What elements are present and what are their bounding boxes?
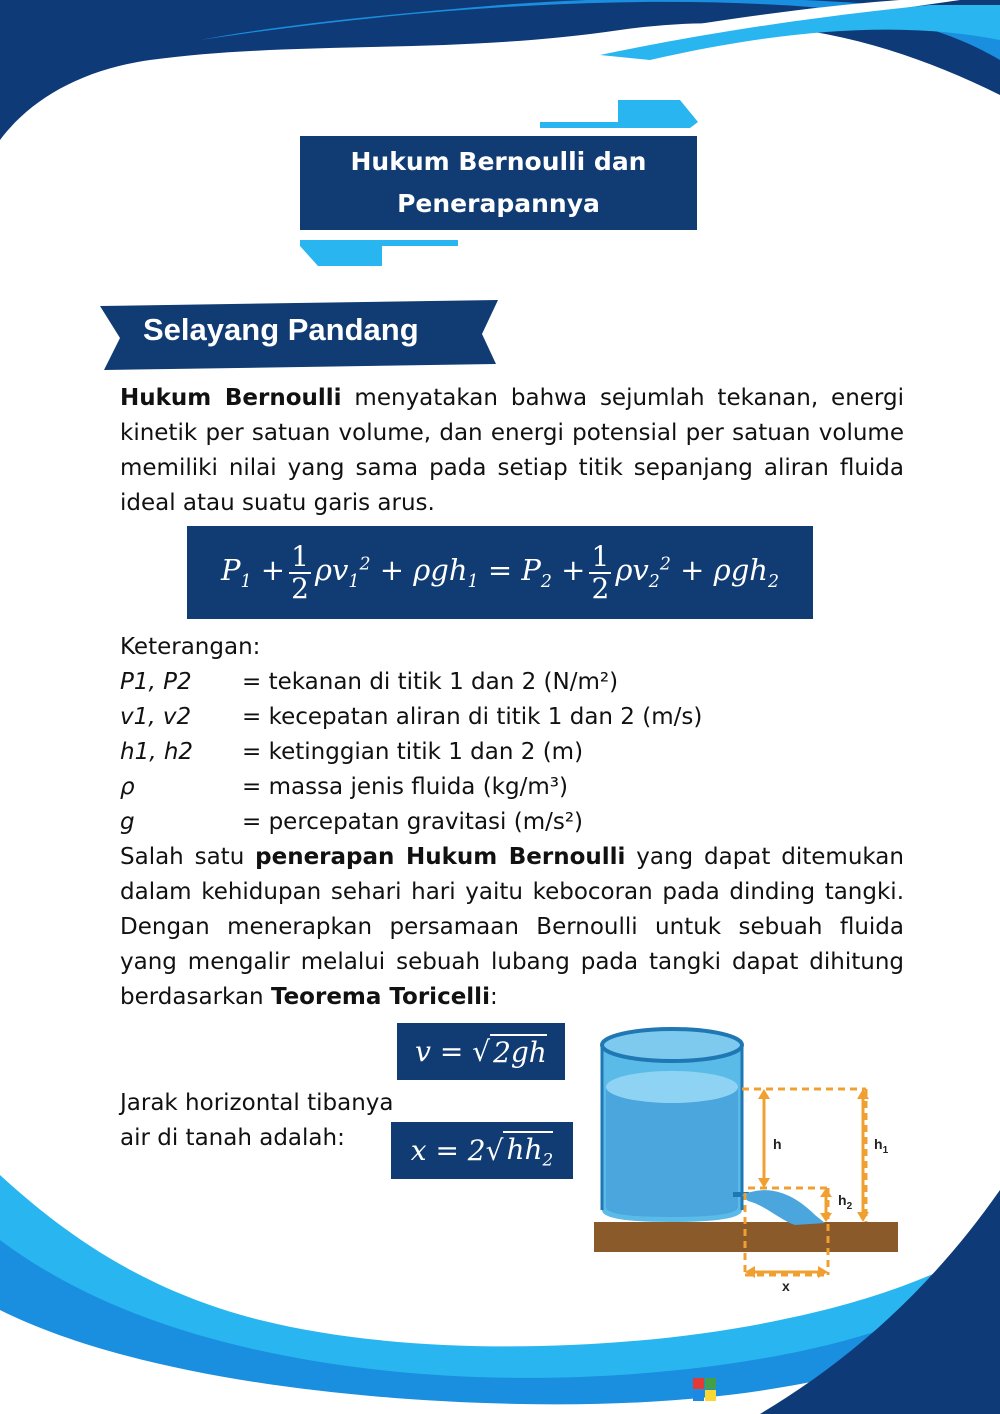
legend [120, 630, 702, 840]
legend-row [120, 735, 702, 770]
tank-rim [602, 1029, 742, 1061]
legend-symbol: v1, v2 [120, 704, 192, 730]
label-h1: $h_1$ [874, 1136, 889, 1156]
legend-desc: = kecepatan aliran di titik 1 dan 2 (m/s) [242, 704, 703, 730]
title-line-1: Hukum Bernoulli dan [350, 147, 647, 176]
distance-text [120, 1086, 393, 1156]
legend-row [120, 770, 702, 805]
legend-heading: Keterangan: [120, 634, 261, 660]
legend-symbol: g [120, 809, 135, 835]
distance-equation: x = 2√ $hh_2$ [391, 1122, 573, 1179]
legend-row [120, 700, 702, 735]
label-x: x [782, 1278, 790, 1294]
distance-line-1: Jarak horizontal tibanya [120, 1090, 394, 1116]
distance-line-2: air di tanah adalah: [120, 1125, 345, 1151]
intro-text: menyatakan bahwa sejumlah tekanan, energi kinetik per satuan volume, dan energi potensial per satuan volume memiliki nilai yang sama pada setiap titik sepanjang aliran fluida ideal atau suatu garis arus. [120, 385, 904, 516]
legend-symbol: h1, h2 [120, 739, 194, 765]
intro-bold-term: Hukum Bernoulli [120, 385, 342, 411]
title-line-2: Penerapannya [397, 189, 600, 218]
legend-desc: = tekanan di titik 1 dan 2 (N/m²) [242, 669, 619, 695]
page-title [300, 136, 697, 230]
label-h2: $h_2$ [838, 1192, 853, 1212]
legend-row [120, 805, 702, 840]
legend-desc: = percepatan gravitasi (m/s²) [242, 809, 584, 835]
section-heading: Selayang Pandang [143, 312, 419, 347]
legend-symbol: P1, P2 [120, 669, 192, 695]
water-jet [742, 1190, 825, 1225]
tank-diagram [590, 1025, 910, 1300]
logo-icon [693, 1378, 717, 1402]
water-surface [606, 1071, 738, 1103]
application-text-3: : [489, 984, 498, 1010]
application-bold-2: Teorema Toricelli [270, 984, 490, 1010]
bernoulli-equation: $P_1$ + $\frac{1}{2}$ $\rho v_1^2 + \rho gh_1 = P_2$ + $\frac{1}{2}$ $\rho v_2^2 + \rho gh_2$ [187, 526, 813, 619]
application-text-1: Salah satu [120, 844, 256, 870]
velocity-equation: v = √ 2gh [397, 1023, 565, 1080]
legend-row [120, 665, 702, 700]
legend-symbol: ρ [120, 774, 135, 800]
application-bold-1: penerapan Hukum Bernoulli [255, 844, 626, 870]
intro-paragraph [120, 381, 904, 521]
application-text-2: yang dapat ditemukan dalam kehidupan sehari hari yaitu kebocoran pada dinding tangki. Dengan menerapkan persamaan Bernoulli untuk sebuah fluida yang mengalir melalui sebuah lubang pada tangki dapat dihitung berdasarkan [120, 844, 904, 1010]
label-h: h [773, 1136, 782, 1152]
application-paragraph [120, 840, 904, 1015]
legend-desc: = massa jenis fluida (kg/m³) [242, 774, 568, 800]
legend-desc: = ketinggian titik 1 dan 2 (m) [242, 739, 584, 765]
